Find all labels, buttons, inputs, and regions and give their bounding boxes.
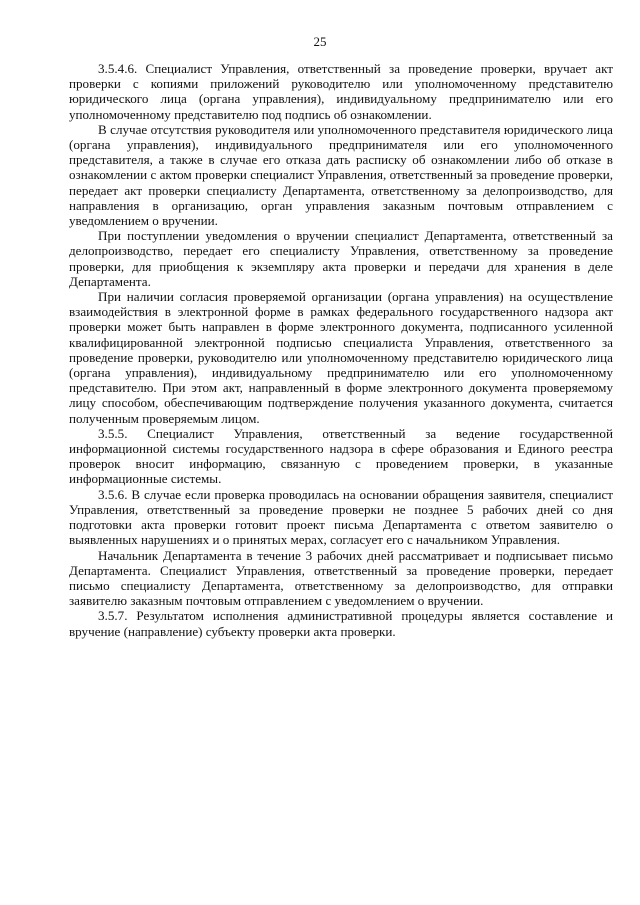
paragraph-absence-of-manager: В случае отсутствия руководителя или уполномоченного представителя юридического лица (органа управления), индивидуального предпринимателя или его уполномоченного представителя, а также в случае его отказа дать расписку об ознакомлении либо об отказе в ознакомлении с актом проверки специалист Управления, ответственный за проведение проверки, передает акт проверки специалисту Департамента, ответственному за делопроизводство, для направления в организацию, орган управления заказным почтовым отправлением с уведомлением о вручении.	[69, 121, 613, 229]
paragraph-electronic-form: При наличии согласия проверяемой организации (органа управления) на осуществление взаимодействия в электронной форме в рамках федерального государственного надзора акт проверки может быть направлен в форме электронного документа, подписанного усиленной квалифицированной электронной подписью специалиста Управления, ответственного за проведение проверки, руководителю или уполномоченному представителю юридического лица (органа управления), индивидуальному предпринимателю или его уполномоченному представителю. При этом акт, направленный в форме электронного документа проверяемому лицу способом, обеспечивающим подтверждение получения указанного документа, считается полученным проверяемым лицом.	[69, 289, 613, 426]
page-number: 25	[313, 34, 327, 49]
document-body	[69, 61, 613, 639]
paragraph-3-5-7: 3.5.7. Результатом исполнения административной процедуры является составление и вручение (направление) субъекту проверки акта проверки.	[69, 608, 613, 639]
paragraph-3-5-4-6: 3.5.4.6. Специалист Управления, ответственный за проведение проверки, вручает акт проверки с копиями приложений руководителю или уполномоченному представителю юридического лица (органа управления), индивидуальному предпринимателю или его уполномоченному представителю под подпись об ознакомлении.	[69, 61, 613, 122]
paragraph-head-of-department: Начальник Департамента в течение 3 рабочих дней рассматривает и подписывает письмо Департамента. Специалист Управления, ответственный за проведение проверки, передает письмо специалисту Департамента, ответственному за делопроизводство, для отправки заявителю заказным почтовым отправлением с уведомлением о вручении.	[69, 547, 613, 609]
paragraph-3-5-5: 3.5.5. Специалист Управления, ответственный за ведение государственной информационной системы государственного надзора в сфере образования и Единого реестра проверок вносит информацию, связанную с проведением проверки, в указанные информационные системы.	[69, 425, 613, 487]
paragraph-delivery-notice: При поступлении уведомления о вручении специалист Департамента, ответственный за делопроизводство, передает его специалисту Управления, ответственному за проведение проверки, для приобщения к экземпляру акта проверки и передачи для хранения в деле Департамента.	[69, 228, 613, 289]
paragraph-3-5-6: 3.5.6. В случае если проверка проводилась на основании обращения заявителя, специалист Управления, ответственный за проведение проверки не позднее 5 рабочих дней со дня подготовки акта проверки готовит проект письма Департамента с ответом заявителю о выявленных нарушениях и о принятых мерах, согласует его с начальником Управления.	[69, 486, 613, 548]
